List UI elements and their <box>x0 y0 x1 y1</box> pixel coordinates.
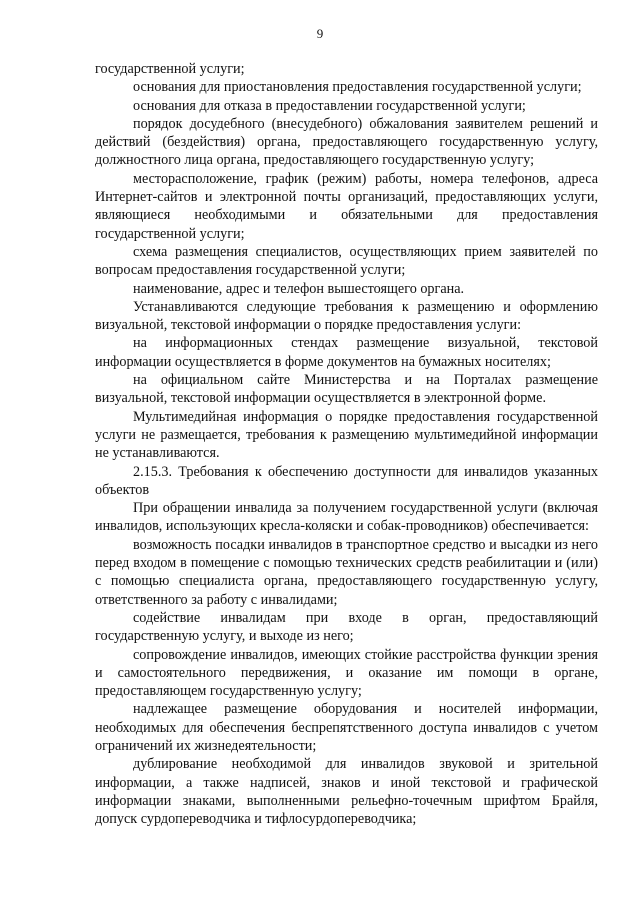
paragraph: При обращении инвалида за получением государственной услуги (включая инвалидов, использующих кресла-коляски и собак-проводников) обеспечивается: <box>95 500 598 535</box>
paragraph: основания для приостановления предоставления государственной услуги; <box>133 79 582 96</box>
paragraph: государственной услуги; <box>95 61 245 77</box>
paragraph: дублирование необходимой для инвалидов звуковой и зрительной информации, а также надписей, знаков и иной текстовой и графической информации знаками, выполненными рельефно-точечным шрифтом Брайля, допуск сурдопереводчика и тифлосурдопереводчика; <box>95 756 598 828</box>
paragraph: основания для отказа в предоставлении государственной услуги; <box>133 97 526 114</box>
paragraph: на информационных стендах размещение визуальной, текстовой информации осуществляется в форме документов на бумажных носителях; <box>95 335 598 370</box>
paragraph: порядок досудебного (внесудебного) обжалования заявителем решений и действий (бездействия) органа, предоставляющего государственную услугу, должностного лица органа, предоставляющего государственную услугу; <box>95 115 598 169</box>
document-body <box>95 60 598 828</box>
paragraph: надлежащее размещение оборудования и носителей информации, необходимых для обеспечения беспрепятственного доступа инвалидов с учетом ограничений их жизнедеятельности; <box>95 701 598 754</box>
paragraph: содействие инвалидам при входе в орган, предоставляющий государственную услугу, и выходе из него; <box>95 609 598 645</box>
paragraph: Мультимедийная информация о порядке предоставления государственной услуги не размещается, требования к размещению мультимедийной информации не устанавливаются. <box>95 408 598 462</box>
paragraph: схема размещения специалистов, осуществляющих прием заявителей по вопросам предоставления государственной услуги; <box>95 243 598 279</box>
paragraph: возможность посадки инвалидов в транспортное средство и высадки из него перед входом в помещение с помощью технических средств реабилитации и (или) с помощью специалиста органа, предоставляющего государственную услугу, ответственного за работу с инвалидами; <box>95 536 598 608</box>
paragraph: на официальном сайте Министерства и на Порталах размещение визуальной, текстовой информации осуществляется в электронной форме. <box>95 372 598 407</box>
paragraph: наименование, адрес и телефон вышестоящего органа. <box>133 280 465 297</box>
paragraph: месторасположение, график (режим) работы, номера телефонов, адреса Интернет-сайтов и электронной почты организаций, предоставляющих услуги, являющиеся необходимыми и обязательными для предоставления государственной услуги; <box>95 170 598 242</box>
paragraph: 2.15.3. Требования к обеспечению доступности для инвалидов указанных объектов <box>95 463 598 498</box>
page-number: 9 <box>316 26 324 41</box>
paragraph: сопровождение инвалидов, имеющих стойкие расстройства функции зрения и самостоятельного передвижения, и оказание им помощи в органе, предоставляющем государственную услугу; <box>95 646 598 700</box>
paragraph: Устанавливаются следующие требования к размещению и оформлению визуальной, текстовой информации о порядке предоставления услуги: <box>95 298 598 334</box>
